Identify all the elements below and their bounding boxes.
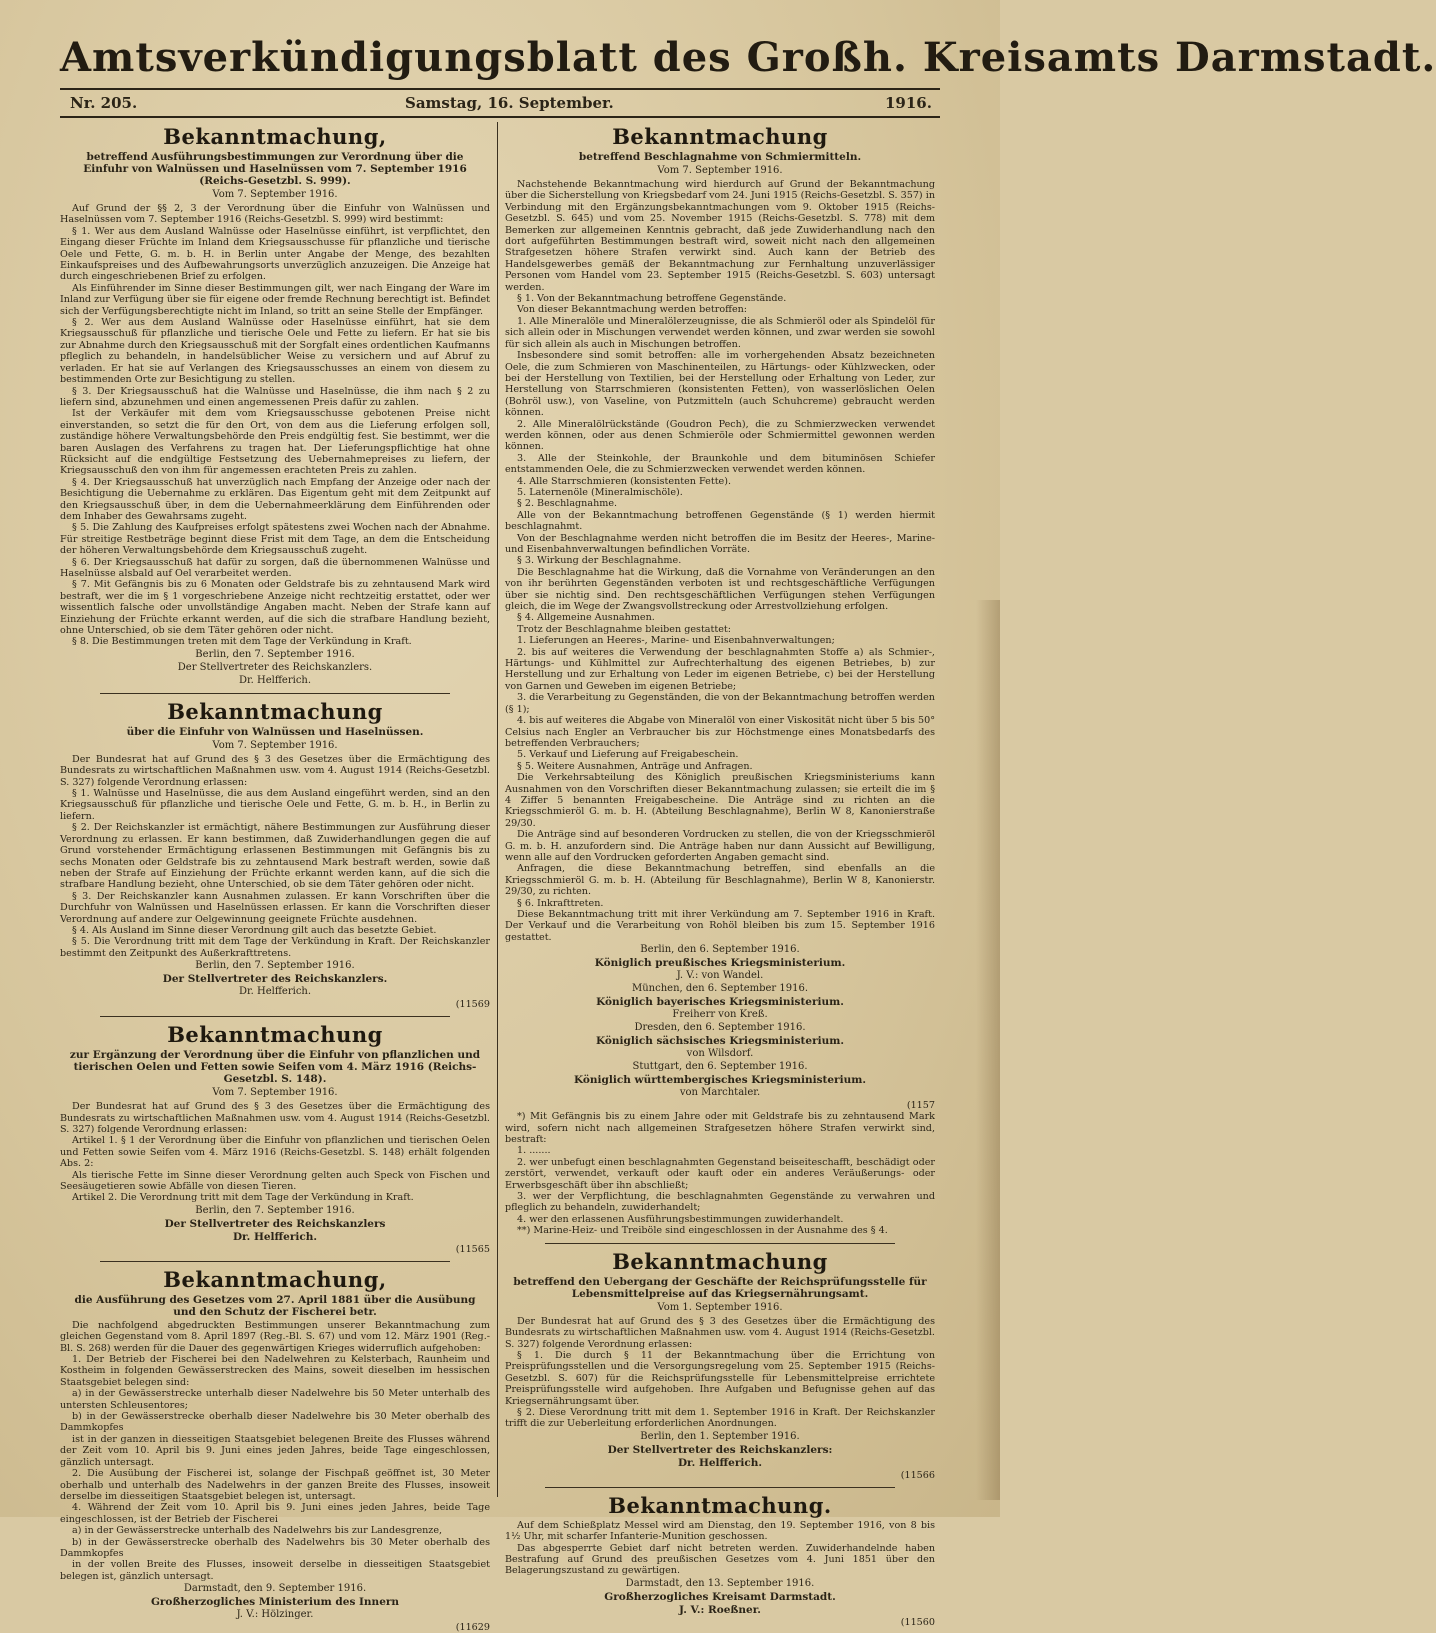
signature-line: von Marchtaler. bbox=[679, 1087, 761, 1099]
reference-number: (11560 bbox=[900, 1616, 935, 1628]
footnote: 4. wer den erlassenen Ausführungsbestimmungen zuwiderhandelt. bbox=[517, 1213, 844, 1225]
announcement-heading: Bekanntmachung bbox=[167, 698, 383, 724]
announcement-paragraph: § 8. Die Bestimmungen treten mit dem Tage der Verkündung in Kraft. bbox=[72, 636, 412, 648]
announcement-paragraph: § 2. Der Reichskanzler ist ermächtigt, nähere Bestimmungen zur Ausführung dieser Verordnung zu erlassen. Er kann bestimmen, daß Zuwiderhandlungen gegen die auf Grund vorstehender Ermächtigung erlassenen Bestimmungen mit Gefängnis bis zu sechs Monaten oder Geldstrafe bis zu zehntausend Mark bestraft werden, sowie daß neben der Strafe auf Einziehung der Früchte erkannt werden kann, auf die sich die strafbare Handlung bezieht, ohne Unterschied, ob sie dem Täter gehören oder nicht. bbox=[60, 822, 490, 891]
signature-line: Dr. Helfferich. bbox=[238, 986, 312, 998]
announcement-paragraph: Auf dem Schießplatz Messel wird am Dienstag, den 19. September 1916, von 8 bis 1½ Uhr, mit scharfer Infanterie-Munition geschossen. bbox=[505, 1519, 935, 1543]
announcement-paragraph: ist in der ganzen in diesseitigen Staatsgebiet belegenen Breite des Flusses während der Zeit vom 10. April bis 9. Juni eines jeden Jahres, beide Tage eingeschlossen, gänzlich untersagt. bbox=[60, 1433, 490, 1468]
announcement-paragraph: 2. bis auf weiteres die Verwendung der beschlagnahmten Stoffe a) als Schmier-, Härtungs- und Kühlmittel zur Aufrechterhaltung des eigenen Betriebes, b) zur Herstellung und zur Erhaltung von Leder im eigenen Betriebe, c) bei der Herstellung von Garnen und Geweben im eigenen Betriebe; bbox=[505, 646, 935, 692]
signature-line: Der Stellvertreter des Reichskanzlers. bbox=[162, 973, 388, 986]
separator-rule bbox=[100, 1016, 450, 1017]
signature-line: Der Stellvertreter des Reichskanzlers: bbox=[607, 1443, 833, 1456]
announcement-paragraph: 1. Lieferungen an Heeres-, Marine- und Eisenbahnverwaltungen; bbox=[517, 635, 835, 647]
announcement-paragraph: Insbesondere sind somit betroffen: alle im vorhergehenden Absatz bezeichneten Oele, die zum Schmieren von Maschinenteilen, zu Härtungs- oder Kühlzwecken, oder bei der Herstellung von Textilien, bei der Herstellung oder Erhaltung von Leder, zur Herstellung von Starrschmieren (konsistenten Fetten), von wasserlöslichen Oelen (Bohröl usw.), von Vaseline, von Putzmitteln (auch Schuhcreme) gebraucht werden können. bbox=[505, 350, 935, 419]
signature-line: J. V.: Hölzinger. bbox=[236, 1609, 314, 1621]
announcement-paragraph: 4. Während der Zeit vom 10. April bis 9. Juni eines jeden Jahres, beide Tage eingeschlossen, ist der Betrieb der Fischerei bbox=[60, 1502, 490, 1525]
announcement-paragraph: § 3. Der Kriegsausschuß hat die Walnüsse und Haselnüsse, die ihm nach § 2 zu liefern sind, abzunehmen und einen angemessenen Preis dafür zu zahlen. bbox=[60, 385, 490, 408]
right-column bbox=[505, 122, 935, 1628]
signature-line: Dr. Helfferich. bbox=[677, 1456, 763, 1469]
footnote: 3. wer der Verpflichtung, die beschlagnahmten Gegenstände zu verwahren und pfleglich zu behandeln, zuwiderhandelt; bbox=[505, 1191, 935, 1214]
reference-number: (1157 bbox=[906, 1100, 935, 1112]
announcement-paragraph: Die nachfolgend abgedruckten Bestimmungen unserer Bekanntmachung zum gleichen Gegenstand vom 8. April 1897 (Reg.-Bl. S. 67) und vom 12. März 1901 (Reg.-Bl. S. 268) werden für die Dauer des gegenwärtigen Krieges widerruflich aufgehoben: bbox=[60, 1319, 490, 1354]
announcement-paragraph: Artikel 2. Die Verordnung tritt mit dem Tage der Verkündung in Kraft. bbox=[72, 1192, 414, 1204]
announcement-paragraph: Alle von der Bekanntmachung betroffenen Gegenstände (§ 1) werden hiermit beschlagnahmt. bbox=[505, 509, 935, 533]
announcement-paragraph: § 1. Walnüsse und Haselnüsse, die aus dem Ausland eingeführt werden, sind an den Kriegsausschuß für pflanzliche und tierische Oele und Fette, G. m. b. H., in Berlin zu liefern. bbox=[60, 788, 490, 822]
announcement-paragraph: § 2. Diese Verordnung tritt mit dem 1. September 1916 in Kraft. Der Reichskanzler trifft die zur Ueberleitung erforderlichen Anordnungen. bbox=[505, 1406, 935, 1430]
announcement-paragraph: § 2. Beschlagnahme. bbox=[517, 498, 618, 510]
reference-number: (11566 bbox=[900, 1469, 935, 1481]
signature-line: Königlich preußisches Kriegsministerium. bbox=[594, 957, 846, 970]
separator-rule bbox=[545, 1487, 895, 1488]
announcement-paragraph: § 4. Der Kriegsausschuß hat unverzüglich nach Empfang der Anzeige oder nach der Besichtigung die Uebernahme zu erklären. Das Eigentum geht mit dem Zeitpunkt auf den Kriegsausschuß über, in dem die Uebernahmeerklärung dem Einführenden oder dem Inhaber des Gewahrsams zugeht. bbox=[60, 476, 490, 522]
announcement-paragraph: § 5. Die Zahlung des Kaufpreises erfolgt spätestens zwei Wochen nach der Abnahme. Für streitige Restbeträge beginnt diese Frist mit dem Tage, an dem die Entscheidung der höheren Verwaltungsbehörde dem Kriegsausschuß zugeht. bbox=[60, 522, 490, 557]
announcement-paragraph: in der vollen Breite des Flusses, insoweit derselbe in diesseitigen Staatsgebiet belegen ist, gänzlich untersagt. bbox=[60, 1559, 490, 1582]
issue-date: Samstag, 16. September. bbox=[405, 94, 614, 112]
separator-rule bbox=[545, 1243, 895, 1244]
footnote: 1. ....... bbox=[517, 1145, 551, 1157]
signature-line: München, den 6. September 1916. bbox=[631, 983, 809, 995]
signature-line: Berlin, den 7. September 1916. bbox=[195, 1204, 355, 1216]
announcement-paragraph: § 1. Wer aus dem Ausland Walnüsse oder Haselnüsse einführt, ist verpflichtet, den Eingang dieser Früchte im Inland dem Kriegsausschusse für pflanzliche und tierische Oele und Fette, G. m. b. H. in Berlin unter Angabe der Menge, des bezahlten Einkaufspreises und des Aufbewahrungsorts unverzüglich anzuzeigen. Die Anzeige hat durch eingeschriebenen Brief zu erfolgen. bbox=[60, 225, 490, 283]
announcement bbox=[60, 124, 490, 687]
announcement bbox=[505, 1243, 935, 1481]
announcement-date: Vom 7. September 1916. bbox=[212, 739, 338, 751]
announcement-paragraph: Trotz der Beschlagnahme bleiben gestattet: bbox=[517, 623, 732, 635]
signature-line: Der Stellvertreter des Reichskanzlers. bbox=[177, 661, 373, 673]
announcement-subject: über die Einfuhr von Walnüssen und Haselnüssen. bbox=[126, 725, 424, 738]
announcement-paragraph: § 3. Der Reichskanzler kann Ausnahmen zulassen. Er kann Vorschriften über die Durchfuhr von Walnüssen und Haselnüssen erlassen. Er kann die Vorschriften dieser Verordnung auf andere zur Oelgewinnung geeignete Früchte ausdehnen. bbox=[60, 890, 490, 925]
announcement-heading: Bekanntmachung. bbox=[608, 1492, 832, 1518]
announcement-paragraph: Diese Bekanntmachung tritt mit ihrer Verkündung am 7. September 1916 in Kraft. Der Verkauf und die Verarbeitung von Rohöl bleiben bis zum 15. September 1916 gestattet. bbox=[505, 909, 935, 943]
announcement-paragraph: § 1. Die durch § 11 der Bekanntmachung über die Errichtung von Preisprüfungsstellen und die Versorgungsregelung vom 25. September 1915 (Reichs-Gesetzbl. S. 607) für die Reichsprüfungsstelle für Lebensmittelpreise errichtete Preisprüfungsstelle wird aufgehoben. Ihre Aufgaben und Befugnisse gehen auf das Kriegsernährungsamt über. bbox=[505, 1349, 935, 1407]
signature-line: Dr. Helfferich. bbox=[238, 674, 312, 686]
announcement-heading: Bekanntmachung bbox=[167, 1022, 383, 1048]
issue-number: Nr. 205. bbox=[70, 94, 138, 112]
announcement-paragraph: 5. Laternenöle (Mineralmischöle). bbox=[517, 486, 683, 498]
announcement-paragraph: § 2. Wer aus dem Ausland Walnüsse oder Haselnüsse einführt, hat sie dem Kriegsausschuß für pflanzliche und tierische Oele und Fette zu liefern. Er hat sie bis zur Abnahme durch den Kriegsausschuß mit der Sorgfalt eines ordentlichen Kaufmanns pfleglich zu behandeln, in handelsüblicher Weise zu versichern und auf Abruf zu verladen. Er hat sie auf Verlangen des Kriegsausschusses an einem von diesem zu bestimmenden Orte zur Besichtigung zu stellen. bbox=[60, 317, 490, 386]
announcement-subject: betreffend den Uebergang der Geschäfte der Reichsprüfungsstelle für Lebensmittelpreise auf das Kriegsernährungsamt. bbox=[513, 1275, 927, 1300]
announcement-paragraph: Das abgesperrte Gebiet darf nicht betreten werden. Zuwiderhandelnde haben Bestrafung auf Grund des preußischen Gesetzes vom 4. Juni 1851 über den Belagerungszustand zu gewärtigen. bbox=[505, 1542, 935, 1577]
column-divider bbox=[497, 122, 498, 1497]
announcement-paragraph: § 1. Von der Bekanntmachung betroffene Gegenstände. bbox=[517, 293, 787, 305]
announcement-paragraph: § 6. Inkrafttreten. bbox=[517, 897, 604, 909]
footnote: *) Mit Gefängnis bis zu einem Jahre oder mit Geldstrafe bis zu zehntausend Mark wird, sofern nicht nach allgemeinen Strafgesetzen höhere Strafen verwirkt sind, bestraft: bbox=[505, 1111, 935, 1146]
announcement-subject: zur Ergänzung der Verordnung über die Einfuhr von pflanzlichen und tierischen Oelen und Fetten sowie Seifen vom 4. März 1916 (Reichs-Gesetzbl. S. 148). bbox=[69, 1049, 481, 1086]
signature-line: von Wilsdorf. bbox=[686, 1048, 754, 1060]
announcement-paragraph: 2. Die Ausübung der Fischerei ist, solange der Fischpaß geöffnet ist, 30 Meter oberhalb und unterhalb des Nadelwehrs in der ganzen Breite des Flusses, insoweit derselbe im diesseitigen Staatsgebiet belegen ist, untersagt. bbox=[60, 1468, 490, 1502]
reference-number: (11629 bbox=[455, 1622, 490, 1633]
announcement-date: Vom 7. September 1916. bbox=[212, 189, 338, 200]
announcement-date: Vom 7. September 1916. bbox=[657, 165, 783, 176]
announcement-paragraph: Als tierische Fette im Sinne dieser Verordnung gelten auch Speck von Fischen und Seesäugetieren sowie Abfälle von diesen Tieren. bbox=[60, 1169, 490, 1192]
announcement bbox=[505, 124, 935, 1237]
announcement-paragraph: § 4. Allgemeine Ausnahmen. bbox=[517, 612, 655, 624]
signature-line: Darmstadt, den 13. September 1916. bbox=[625, 1577, 815, 1589]
announcement-paragraph: a) in der Gewässerstrecke unterhalb des Nadelwehrs bis zur Landesgrenze, bbox=[72, 1525, 443, 1537]
announcement-paragraph: § 5. Die Verordnung tritt mit dem Tage der Verkündung in Kraft. Der Reichskanzler bestimmt den Zeitpunkt des Außerkrafttretens. bbox=[60, 936, 490, 959]
announcement-heading: Bekanntmachung bbox=[612, 1248, 828, 1274]
masthead-title: Amtsverkündigungsblatt des Großh. Kreisamts Darmstadt. bbox=[60, 34, 1436, 81]
announcement-paragraph: 3. Alle der Steinkohle, der Braunkohle und dem bituminösen Schiefer entstammenden Oele, die zu Schmierzwecken verwendet werden können. bbox=[505, 452, 935, 476]
announcement-paragraph: Der Bundesrat hat auf Grund des § 3 des Gesetzes über die Ermächtigung des Bundesrats zu wirtschaftlichen Maßnahmen usw. vom 4. August 1914 (Reichs-Gesetzbl. S. 327) folgende Verordnung erlassen: bbox=[60, 1101, 490, 1135]
signature-line: Berlin, den 7. September 1916. bbox=[195, 960, 355, 972]
left-column bbox=[60, 122, 490, 1633]
announcement-paragraph: b) in der Gewässerstrecke oberhalb dieser Nadelwehre bis 30 Meter oberhalb des Dammkopfes bbox=[60, 1411, 490, 1434]
announcement-heading: Bekanntmachung, bbox=[163, 124, 387, 149]
announcement-paragraph: Nachstehende Bekanntmachung wird hierdurch auf Grund der Bekanntmachung über die Sicherstellung von Kriegsbedarf vom 24. Juni 1915 (Reichs-Gesetzbl. S. 357) in Verbindung mit den Ergänzungsbekanntmachungen vom 9. Oktober 1915 (Reichs-Gesetzbl. S. 645) und vom 25. November 1915 (Reichs-Gesetzbl. S. 778) mit dem Bemerken zur allgemeinen Kenntnis gebracht, daß jede Zuwiderhandlung nach den dort aufgeführten Bestimmungen bestraft wird, soweit nicht nach den allgemeinen Strafgesetzen höhere Strafen verwirkt sind. Auch kann der Betrieb des Handelsgewerbes gemäß der Bekanntmachung zur Fernhaltung unzuverlässiger Personen vom Handel vom 23. September 1915 (Reichs-Gesetzbl. S. 603) untersagt werden. bbox=[505, 179, 935, 293]
separator-rule bbox=[100, 693, 450, 694]
signature-line: Großherzogliches Ministerium des Innern bbox=[150, 1596, 400, 1609]
announcement-subject: die Ausführung des Gesetzes vom 27. April 1881 über die Ausübung und den Schutz der Fischerei betr. bbox=[74, 1293, 476, 1318]
announcement-paragraph: 3. die Verarbeitung zu Gegenständen, die von der Bekanntmachung betroffen werden (§ 1); bbox=[505, 692, 935, 715]
signature-line: Berlin, den 1. September 1916. bbox=[640, 1430, 800, 1442]
announcement-heading: Bekanntmachung bbox=[612, 124, 828, 149]
signature-line: J. V.: Roeßner. bbox=[679, 1603, 761, 1616]
announcement-subject: betreffend Beschlagnahme von Schmiermitteln. bbox=[578, 151, 862, 163]
announcement-paragraph: § 4. Als Ausland im Sinne dieser Verordnung gilt auch das besetzte Gebiet. bbox=[72, 924, 437, 936]
announcement-paragraph: Die Verkehrsabteilung des Königlich preußischen Kriegsministeriums kann Ausnahmen von den Vorschriften dieser Bekanntmachung zulassen; sie erteilt die im § 4 Ziffer 5 benannten Freigabescheine. Die Anträge sind zu richten an die Kriegsschmieröl G. m. b. H. (Abteilung Beschlagnahme), Berlin W 8, Kanonierstraße 29/30. bbox=[505, 772, 935, 829]
announcement-paragraph: 4. bis auf weiteres die Abgabe von Mineralöl von einer Viskosität nicht über 5 bis 50° Celsius nach Engler an Verbraucher bis zur Höchstmenge eines Monatsbedarfs des betreffenden Verbrauchers; bbox=[505, 715, 935, 749]
announcement-paragraph: § 5. Weitere Ausnahmen, Anträge und Anfragen. bbox=[517, 760, 753, 772]
announcement-paragraph: § 3. Wirkung der Beschlagnahme. bbox=[517, 555, 682, 567]
signature-line: Großherzogliches Kreisamt Darmstadt. bbox=[604, 1590, 836, 1603]
announcement-paragraph: 5. Verkauf und Lieferung auf Freigabeschein. bbox=[517, 749, 739, 761]
signature-line: Der Stellvertreter des Reichskanzlers bbox=[164, 1217, 386, 1230]
reference-number: (11565 bbox=[455, 1243, 490, 1255]
announcement-paragraph: a) in der Gewässerstrecke unterhalb dieser Nadelwehre bis 50 Meter unterhalb des untersten Schleusentores; bbox=[60, 1388, 490, 1411]
signature-line: Berlin, den 6. September 1916. bbox=[640, 944, 800, 956]
top-rule bbox=[60, 88, 940, 90]
announcement-paragraph: Ist der Verkäufer mit dem vom Kriegsausschusse gebotenen Preise nicht einverstanden, so setzt die für den Ort, von dem aus die Lieferung erfolgen soll, zuständige höhere Verwaltungsbehörde den Preis endgültig fest. Sie bestimmt, wer die baren Auslagen des Verfahrens zu tragen hat. Der Lieferungspflichtige hat ohne Rücksicht auf die endgültige Festsetzung des Uebernahmepreises zu liefern, der Kriegsausschuß den von ihm für angemessen erachteten Preis zu zahlen. bbox=[60, 408, 490, 477]
signature-line: Dresden, den 6. September 1916. bbox=[634, 1022, 806, 1034]
announcement bbox=[60, 1016, 490, 1255]
announcement-paragraph: 4. Alle Starrschmieren (konsistenten Fette). bbox=[517, 475, 732, 487]
announcement-paragraph: Die Anträge sind auf besonderen Vordrucken zu stellen, die von der Kriegsschmieröl G. m. b. H. anzufordern sind. Die Anträge haben nur dann Aussicht auf Bewilligung, wenn alle auf den Vordrucken geforderten Angaben gemacht sind. bbox=[505, 829, 935, 863]
page-edge-shadow bbox=[976, 600, 1000, 1500]
signature-line: Dr. Helfferich. bbox=[232, 1230, 318, 1243]
announcement-subject: betreffend Ausführungsbestimmungen zur Verordnung über die Einfuhr von Walnüssen und Haselnüssen vom 7. September 1916 (Reichs-Gesetzbl. S. 999). bbox=[83, 151, 467, 187]
announcement-paragraph: Artikel 1. § 1 der Verordnung über die Einfuhr von pflanzlichen und tierischen Oelen und Fetten sowie Seifen vom 4. März 1916 (Reichs-Gesetzbl. S. 148) erhält folgenden Abs. 2: bbox=[60, 1135, 490, 1170]
issue-year: 1916. bbox=[885, 94, 932, 112]
announcement-date: Vom 7. September 1916. bbox=[212, 1087, 338, 1099]
announcement-paragraph: § 7. Mit Gefängnis bis zu 6 Monaten oder Geldstrafe bis zu zehntausend Mark wird bestraft, wer die im § 1 vorgeschriebene Anzeige nicht rechtzeitig erstattet, oder wer wissentlich falsche oder unvollständige Angaben macht. Neben der Strafe kann auf Einziehung der Früchte erkannt werden, auf die sich die strafbare Handlung bezieht, ohne Unterschied, ob sie dem Täter gehören oder nicht. bbox=[60, 579, 490, 637]
signature-line: Königlich sächsisches Kriegsministerium. bbox=[595, 1035, 845, 1048]
announcement-date: Vom 1. September 1916. bbox=[657, 1301, 783, 1313]
announcement-paragraph: Von dieser Bekanntmachung werden betroffen: bbox=[517, 304, 748, 316]
announcement bbox=[505, 1487, 935, 1628]
announcement-paragraph: Die Beschlagnahme hat die Wirkung, daß die Vornahme von Veränderungen an den von ihr berührten Gegenständen verboten ist und rechtsgeschäftliche Verfügungen über sie nichtig sind. Den rechtsgeschäftlichen Verfügungen stehen Verfügungen gleich, die im Wege der Zwangsvollstreckung oder Arrestvollziehung erfolgen. bbox=[505, 566, 935, 613]
announcement-paragraph: Auf Grund der §§ 2, 3 der Verordnung über die Einfuhr von Walnüssen und Haselnüssen vom 7. September 1916 (Reichs-Gesetzbl. S. 999) wird bestimmt: bbox=[60, 203, 490, 226]
announcement-paragraph: 2. Alle Mineralölrückstände (Goudron Pech), die zu Schmierzwecken verwendet werden können, oder aus denen Schmieröle oder Schmiermittel gewonnen werden können. bbox=[505, 418, 935, 453]
announcement bbox=[60, 1261, 490, 1633]
announcement-paragraph: Anfragen, die diese Bekanntmachung betreffen, sind ebenfalls an die Kriegsschmieröl G. m. b. H. (Abteilung für Beschlagnahme), Berlin W 8, Kanonierstr. 29/30, zu richten. bbox=[505, 863, 935, 898]
announcement-paragraph: Der Bundesrat hat auf Grund des § 3 des Gesetzes über die Ermächtigung des Bundesrats zu wirtschaftlichen Maßnahmen usw. vom 4. August 1914 (Reichs-Gesetzbl. S. 327) folgende Verordnung erlassen: bbox=[505, 1315, 935, 1350]
signature-line: Stuttgart, den 6. September 1916. bbox=[632, 1061, 808, 1073]
announcement-paragraph: 1. Der Betrieb der Fischerei bei den Nadelwehren zu Kelsterbach, Raunheim und Kostheim in folgenden Gewässerstrecken des Mains, soweit dieselben im hessischen Staatsgebiet belegen sind: bbox=[60, 1354, 490, 1388]
announcement-paragraph: Von der Beschlagnahme werden nicht betroffen die im Besitz der Heeres-, Marine- und Eisenbahnverwaltungen befindlichen Vorräte. bbox=[505, 532, 935, 555]
announcement-paragraph: § 6. Der Kriegsausschuß hat dafür zu sorgen, daß die übernommenen Walnüsse und Haselnüsse alsbald auf Oel verarbeitet werden. bbox=[60, 556, 490, 579]
reference-number: (11569 bbox=[455, 999, 490, 1011]
announcement-paragraph: Als Einführender im Sinne dieser Bestimmungen gilt, wer nach Eingang der Ware im Inland zur Verfügung über sie für eigene oder fremde Rechnung berechtigt ist. Befindet sich der Verfügungsberechtigte nicht im Inland, so tritt an seine Stelle der Empfänger. bbox=[60, 282, 490, 317]
announcement-heading: Bekanntmachung, bbox=[163, 1266, 387, 1292]
footnote: 2. wer unbefugt einen beschlagnahmten Gegenstand beiseiteschafft, beschädigt oder zerstört, verwendet, verkauft oder kauft oder ein anderes Veräußerungs- oder Erwerbsgeschäft über ihn abschließt; bbox=[505, 1156, 935, 1191]
signature-line: J. V.: von Wandel. bbox=[676, 970, 764, 982]
footnote: **) Marine-Heiz- und Treiböle sind eingeschlossen in der Ausnahme des § 4. bbox=[517, 1225, 888, 1237]
signature-line: Königlich bayerisches Kriegsministerium. bbox=[596, 996, 844, 1009]
header-rule bbox=[60, 116, 940, 118]
signature-line: Königlich württembergisches Kriegsministerium. bbox=[574, 1074, 866, 1087]
separator-rule bbox=[100, 1261, 450, 1262]
announcement-paragraph: Der Bundesrat hat auf Grund des § 3 des Gesetzes über die Ermächtigung des Bundesrats zu wirtschaftlichen Maßnahmen usw. vom 4. August 1914 (Reichs-Gesetzbl. S. 327) folgende Verordnung erlassen: bbox=[60, 753, 490, 788]
announcement-paragraph: b) in der Gewässerstrecke oberhalb des Nadelwehrs bis 30 Meter oberhalb des Dammkopfes bbox=[60, 1536, 490, 1559]
announcement-paragraph: 1. Alle Mineralöle und Mineralölerzeugnisse, die als Schmieröl oder als Spindelöl für sich allein oder in Mischungen verwendet werden können, und zwar werden sie sowohl für sich allein als auch in Mischungen betroffen. bbox=[505, 315, 935, 350]
signature-line: Berlin, den 7. September 1916. bbox=[195, 648, 355, 660]
signature-line: Freiherr von Kreß. bbox=[672, 1009, 768, 1021]
signature-line: Darmstadt, den 9. September 1916. bbox=[183, 1583, 367, 1595]
announcement bbox=[60, 693, 490, 1010]
